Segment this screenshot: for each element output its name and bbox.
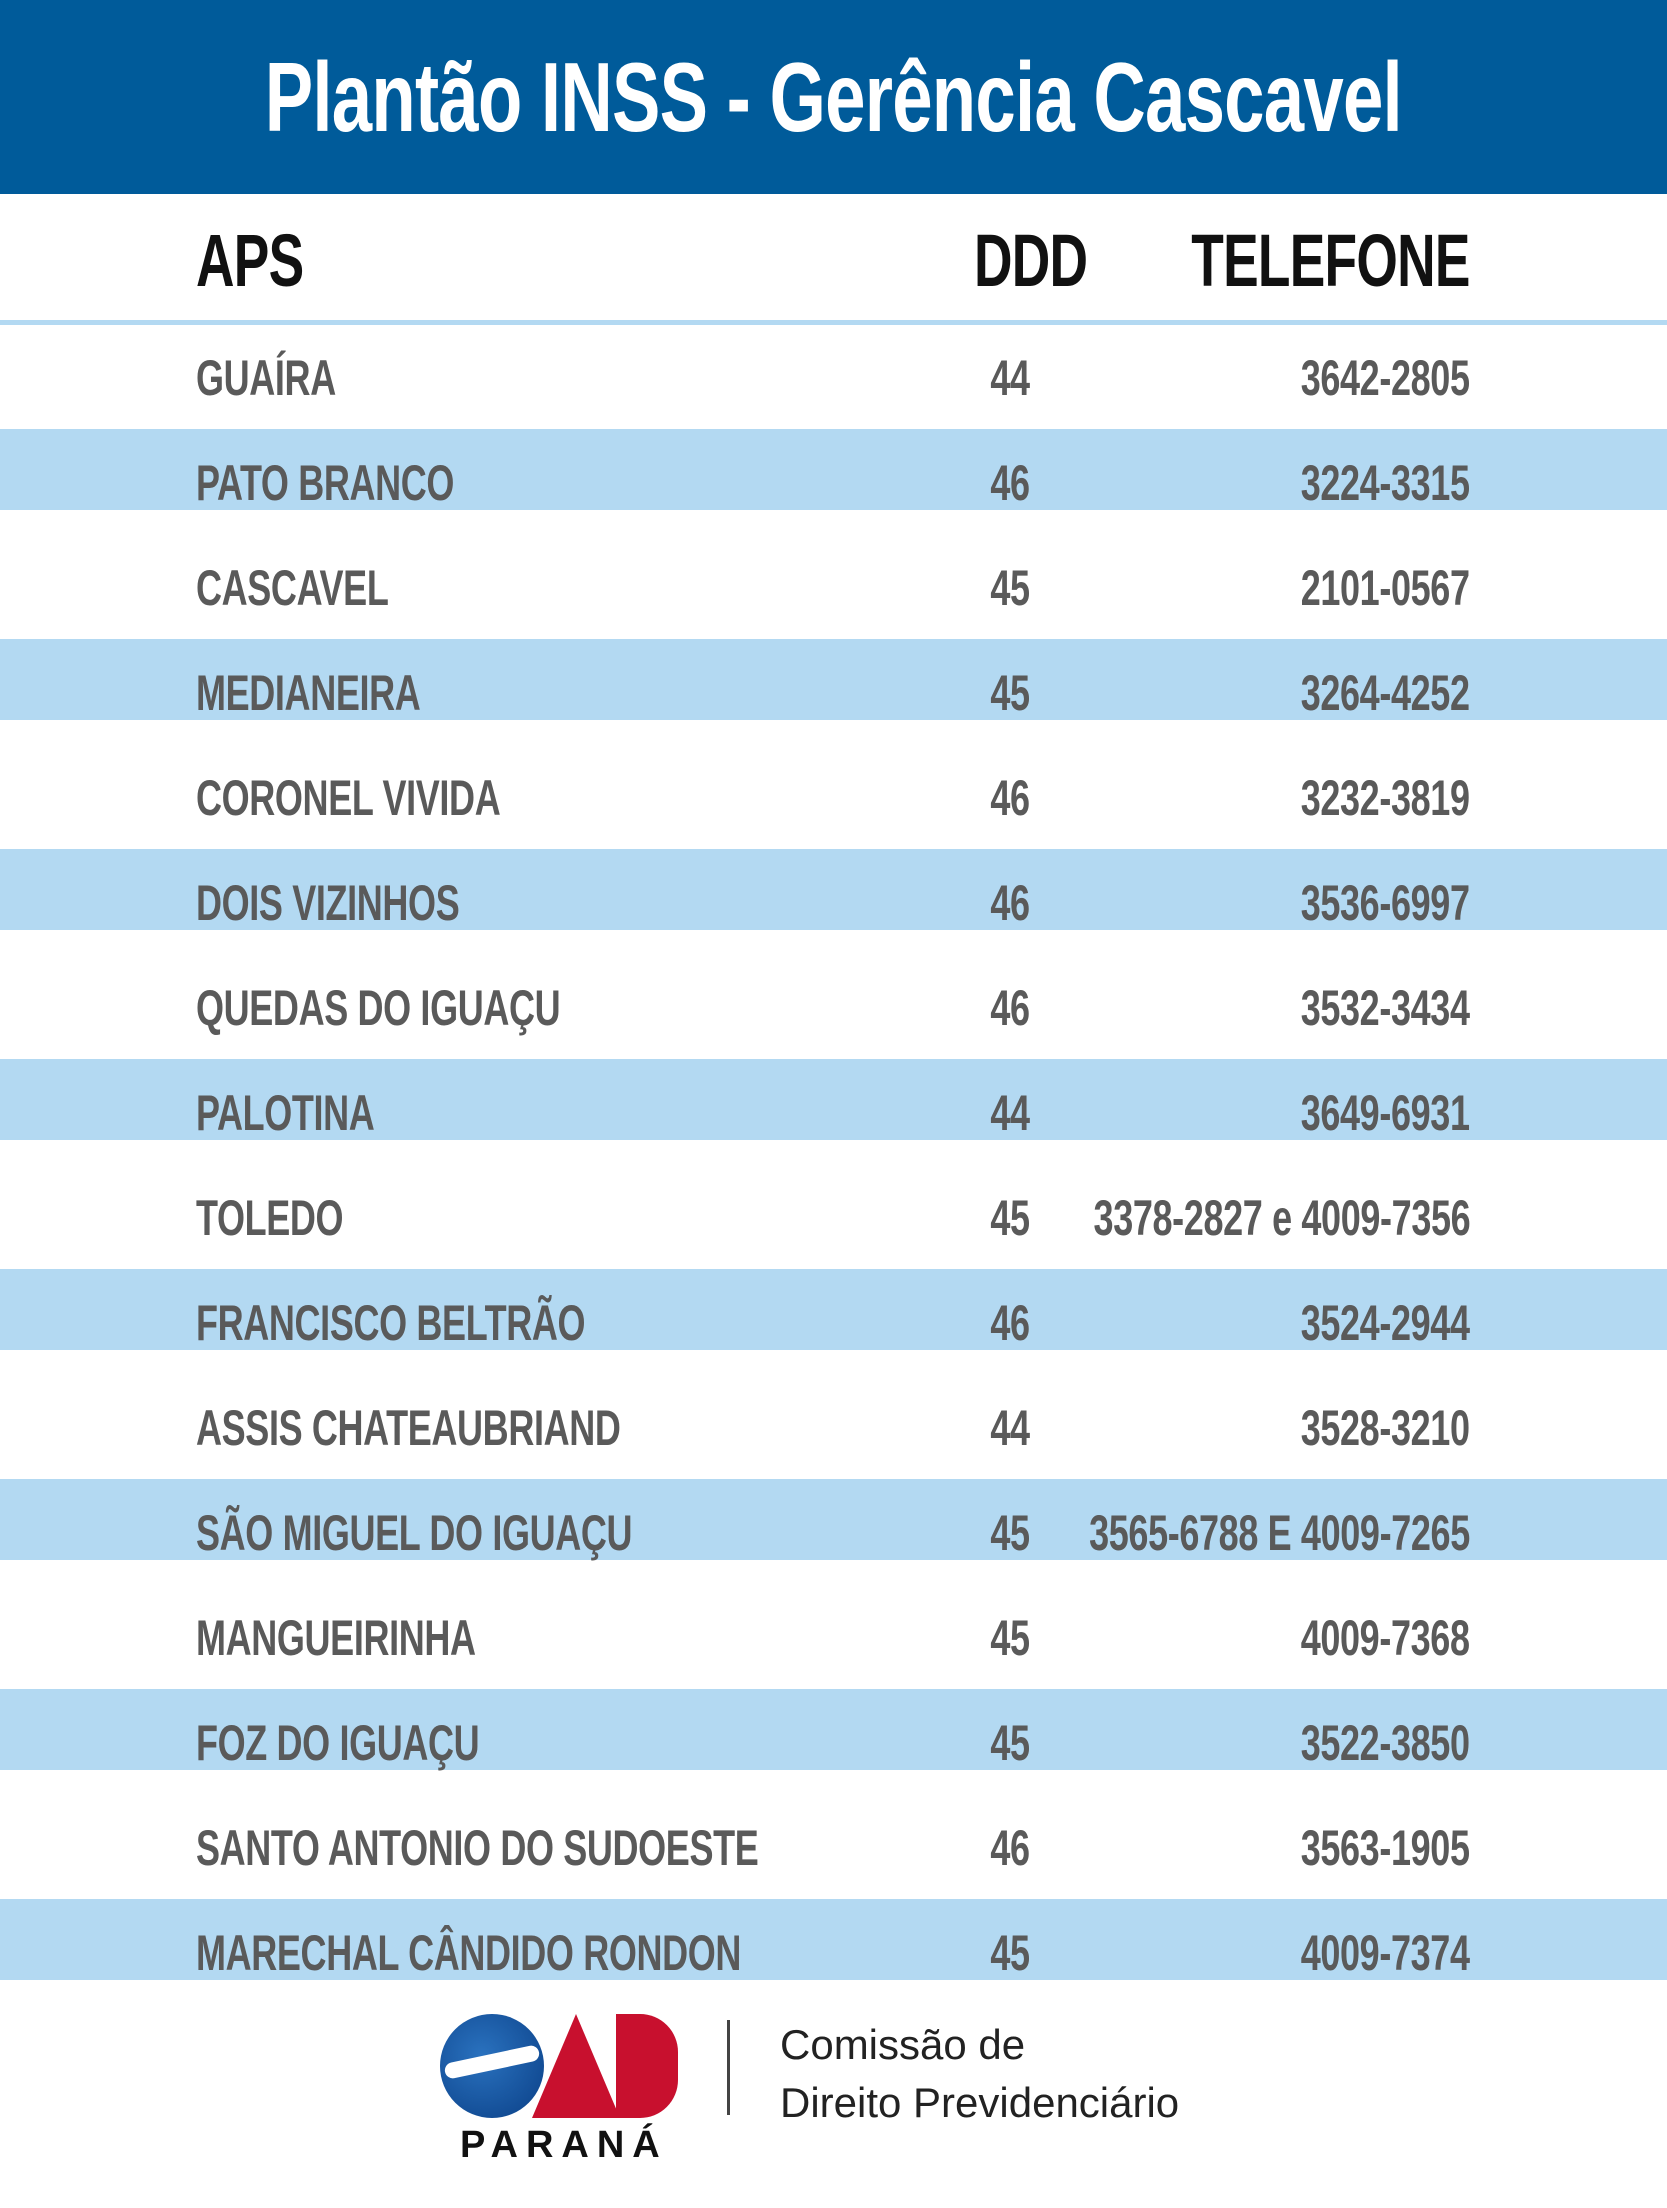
row-aps: ASSIS CHATEAUBRIAND: [196, 1400, 621, 1456]
row-telefone: 3528-3210: [1301, 1400, 1470, 1456]
row-ddd: 46: [990, 1295, 1030, 1351]
table-row: [0, 1270, 1667, 1375]
row-telefone: 3563-1905: [1301, 1820, 1470, 1876]
row-telefone: 3524-2944: [1301, 1295, 1470, 1351]
column-header-telefone: TELEFONE: [1191, 219, 1470, 302]
row-aps: TOLEDO: [196, 1190, 344, 1246]
row-telefone: 3232-3819: [1301, 770, 1470, 826]
footer-divider: [727, 2020, 730, 2115]
row-aps: FRANCISCO BELTRÃO: [196, 1295, 586, 1351]
row-ddd: 44: [990, 1085, 1030, 1141]
row-ddd: 45: [990, 665, 1030, 721]
row-telefone: 3264-4252: [1301, 665, 1470, 721]
table-row: [0, 850, 1667, 955]
title-banner: [0, 0, 1667, 194]
row-ddd: 45: [990, 1925, 1030, 1981]
oab-logo: [440, 2014, 690, 2164]
logo-letter-a-shape: [532, 2014, 620, 2118]
row-telefone: 3642-2805: [1301, 350, 1470, 406]
row-ddd: 45: [990, 560, 1030, 616]
row-aps: SÃO MIGUEL DO IGUAÇU: [196, 1505, 633, 1561]
table-row: [0, 1795, 1667, 1900]
row-telefone: 3565-6788 E 4009-7265: [1089, 1505, 1470, 1561]
row-aps: SANTO ANTONIO DO SUDOESTE: [196, 1820, 759, 1876]
commission-line-2: Direito Previdenciário: [780, 2079, 1180, 2126]
row-ddd: 45: [990, 1190, 1030, 1246]
column-header-aps: APS: [196, 219, 304, 302]
logo-parana-text: PARANÁ: [460, 2124, 668, 2166]
row-ddd: 45: [990, 1610, 1030, 1666]
table-row: [0, 955, 1667, 1060]
table-row: [0, 430, 1667, 535]
table-row: [0, 1480, 1667, 1585]
commission-name: [780, 2016, 1179, 2132]
row-aps: MARECHAL CÂNDIDO RONDON: [196, 1925, 742, 1981]
row-ddd: 46: [990, 875, 1030, 931]
row-telefone: 3649-6931: [1301, 1085, 1470, 1141]
table-row: [0, 1165, 1667, 1270]
row-telefone: 3536-6997: [1301, 875, 1470, 931]
row-ddd: 44: [990, 1400, 1030, 1456]
row-telefone: 3532-3434: [1301, 980, 1470, 1036]
row-aps: PATO BRANCO: [196, 455, 455, 511]
row-aps: CORONEL VIVIDA: [196, 770, 501, 826]
table-row: [0, 325, 1667, 430]
row-aps: DOIS VIZINHOS: [196, 875, 460, 931]
table-row: [0, 1060, 1667, 1165]
row-ddd: 46: [990, 455, 1030, 511]
row-ddd: 46: [990, 1820, 1030, 1876]
row-telefone: 4009-7374: [1301, 1925, 1470, 1981]
row-aps: CASCAVEL: [196, 560, 389, 616]
row-ddd: 45: [990, 1715, 1030, 1771]
logo-letter-b-shape: [616, 2014, 678, 2118]
column-header-ddd: DDD: [974, 219, 1088, 302]
row-ddd: 45: [990, 1505, 1030, 1561]
row-aps: QUEDAS DO IGUAÇU: [196, 980, 561, 1036]
globe-icon: [440, 2014, 544, 2118]
row-ddd: 46: [990, 770, 1030, 826]
row-aps: GUAÍRA: [196, 350, 336, 406]
footer: [0, 1990, 1667, 2208]
table-row: [0, 1375, 1667, 1480]
row-telefone: 3378-2827 e 4009-7356: [1093, 1190, 1470, 1246]
table-row: [0, 745, 1667, 850]
row-telefone: 4009-7368: [1301, 1610, 1470, 1666]
table-row: [0, 1585, 1667, 1690]
page-title: Plantão INSS - Gerência Cascavel: [264, 41, 1403, 152]
row-telefone: 2101-0567: [1301, 560, 1470, 616]
row-aps: FOZ DO IGUAÇU: [196, 1715, 480, 1771]
table-row: [0, 640, 1667, 745]
phone-table: [0, 325, 1667, 2005]
row-telefone: 3224-3315: [1301, 455, 1470, 511]
row-telefone: 3522-3850: [1301, 1715, 1470, 1771]
row-aps: MEDIANEIRA: [196, 665, 421, 721]
column-headers: [0, 196, 1667, 322]
commission-line-1: Comissão de: [780, 2021, 1026, 2068]
row-ddd: 44: [990, 350, 1030, 406]
table-row: [0, 1690, 1667, 1795]
row-aps: PALOTINA: [196, 1085, 375, 1141]
row-ddd: 46: [990, 980, 1030, 1036]
row-aps: MANGUEIRINHA: [196, 1610, 476, 1666]
table-row: [0, 535, 1667, 640]
